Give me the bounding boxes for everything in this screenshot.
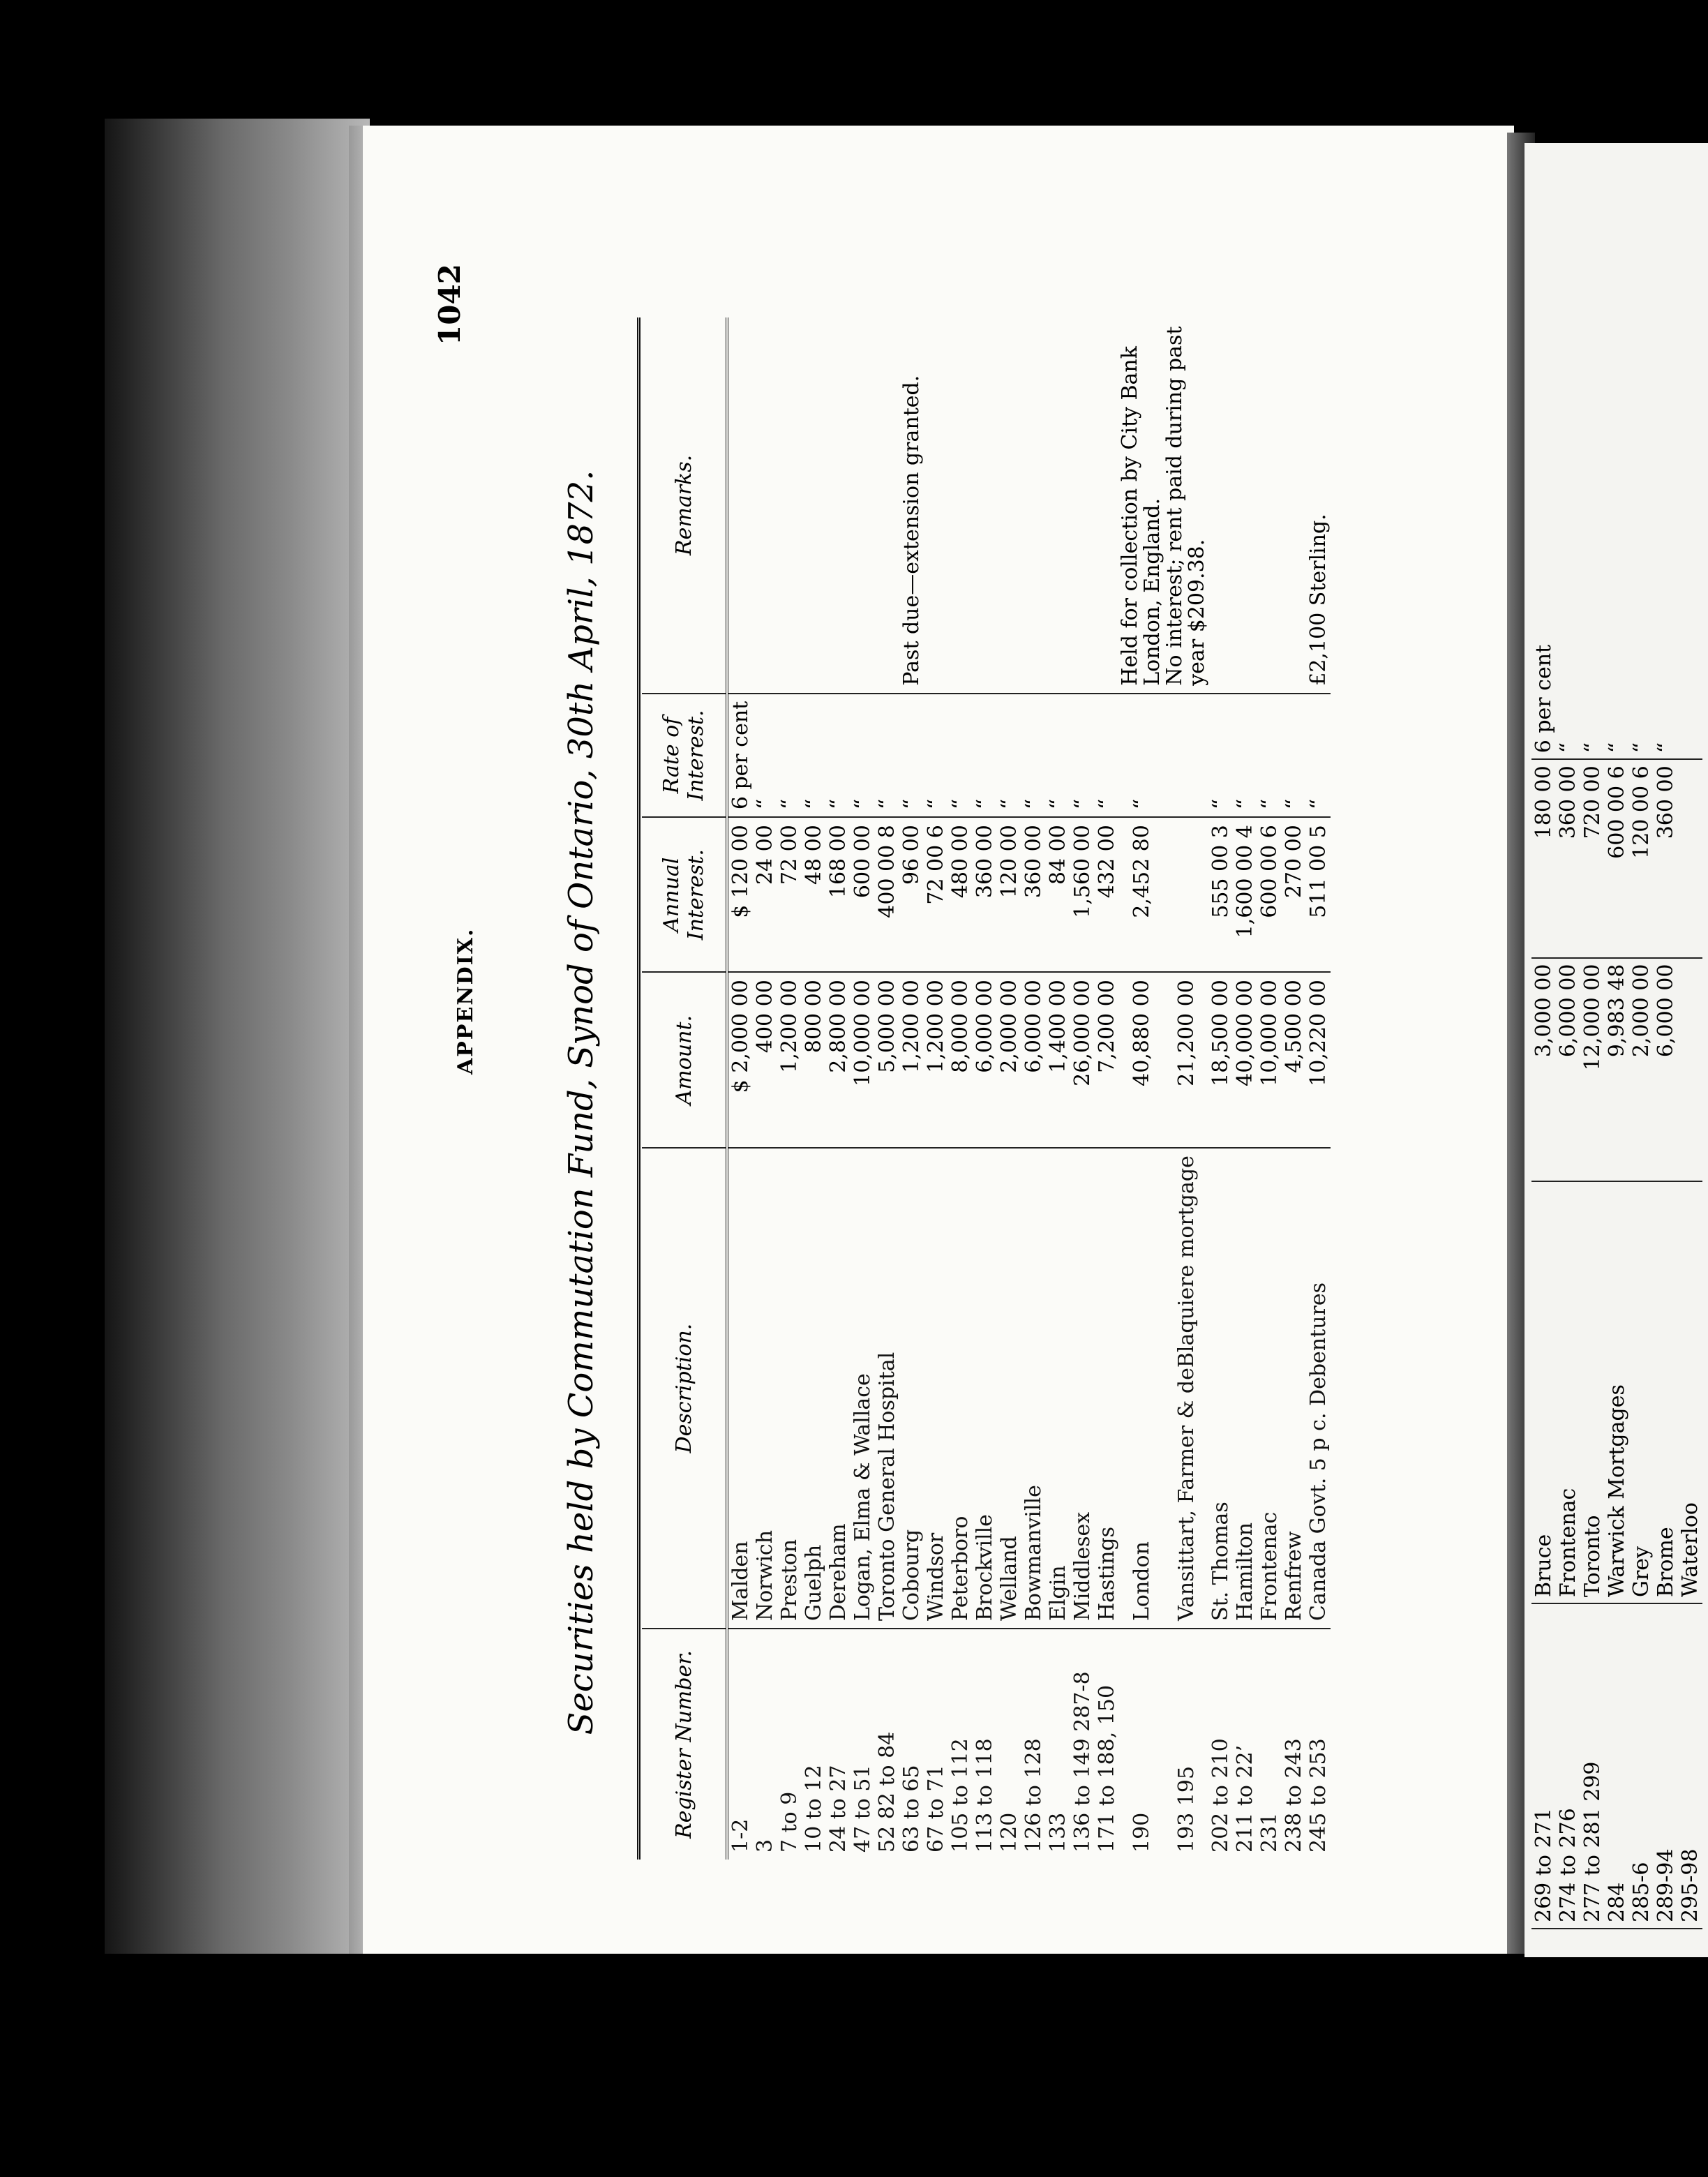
amount-cell: 10,000 00 — [851, 972, 875, 1148]
next-register-cell: 285-6 — [1629, 1603, 1654, 1929]
register-number-cell: 120 — [997, 1812, 1021, 1853]
next-rate-cell: “ — [1654, 534, 1678, 759]
amount-cell: 800 00 — [802, 972, 826, 1148]
description-cell: Preston — [777, 1148, 802, 1629]
next-description-cell: Frontenac — [1556, 1181, 1580, 1603]
col-rate-of-interest: Rate of Interest. — [642, 694, 727, 817]
rate-cell: “ — [802, 694, 826, 817]
next-register-cell: 269 to 271 — [1531, 1603, 1556, 1929]
remarks-cell: Past due—extension granted. — [899, 317, 924, 694]
amount-cell: 1,400 00 — [1046, 972, 1070, 1148]
next-register-cell: 295-98 — [1678, 1603, 1702, 1929]
remarks-cell — [1233, 317, 1257, 694]
annual-interest-cell: 1,600 00 4 — [1233, 817, 1257, 972]
next-register-cell: 289-94 — [1654, 1603, 1678, 1929]
rate-cell: “ — [1233, 694, 1257, 817]
next-interest-cell: 360 00 — [1654, 759, 1678, 957]
table-row — [1208, 317, 1233, 1860]
remarks-cell — [1070, 317, 1095, 694]
next-description-cell: Waterloo — [1678, 1181, 1702, 1603]
rate-cell: “ — [1095, 694, 1119, 817]
annual-interest-cell: 360 00 — [1021, 817, 1046, 972]
amount-cell: 10,000 00 — [1257, 972, 1282, 1148]
next-page-row — [1556, 534, 1580, 1929]
table-row — [727, 317, 753, 1860]
annual-interest-cell: 120 00 — [997, 817, 1021, 972]
amount-cell: 1,200 00 — [924, 972, 948, 1148]
next-page-fragment — [1525, 143, 1708, 1957]
annual-interest-cell: 600 00 6 — [1257, 817, 1282, 972]
remarks-cell — [973, 317, 997, 694]
register-number-cell: 7 to 9 — [777, 1791, 802, 1853]
next-register-cell: 284 — [1605, 1603, 1629, 1929]
description-cell: Logan, Elma & Wallace — [851, 1148, 875, 1629]
table-row — [851, 317, 875, 1860]
next-rate-cell: “ — [1629, 534, 1654, 759]
description-cell: Dereham — [826, 1148, 851, 1629]
table-row — [875, 317, 899, 1860]
book-page — [363, 126, 1514, 1954]
col-register: Register Number. — [642, 1629, 727, 1860]
annual-interest-cell: 72 00 6 — [924, 817, 948, 972]
rate-cell: “ — [973, 694, 997, 817]
remarks-cell — [997, 317, 1021, 694]
rate-cell: “ — [924, 694, 948, 817]
table-row — [1257, 317, 1282, 1860]
next-page-rotated-content — [1531, 171, 1708, 1929]
next-interest-cell: 720 00 — [1580, 759, 1605, 957]
description-cell: Renfrew — [1282, 1148, 1306, 1629]
next-rate-cell: “ — [1556, 534, 1580, 759]
table-row — [997, 317, 1021, 1860]
table-body — [727, 317, 1331, 1860]
annual-interest-cell: 511 00 5 — [1306, 817, 1331, 972]
table-row — [1233, 317, 1257, 1860]
table-row — [1306, 317, 1331, 1860]
next-description-cell: Toronto — [1580, 1181, 1605, 1603]
annual-interest-cell: 48 00 — [802, 817, 826, 972]
table-row — [777, 317, 802, 1860]
table-row — [899, 317, 924, 1860]
annual-interest-cell: 96 00 — [899, 817, 924, 972]
register-number-cell: 3 — [753, 1839, 777, 1853]
col-amount: Amount. — [642, 972, 727, 1148]
rate-cell: “ — [753, 694, 777, 817]
rate-cell: “ — [875, 694, 899, 817]
register-number-cell: 245 to 253 — [1306, 1738, 1331, 1853]
annual-interest-cell: 2,452 80 — [1119, 817, 1164, 972]
table-header-row — [642, 317, 727, 1860]
next-description-cell: Warwick Mortgages — [1605, 1181, 1629, 1603]
rate-cell: “ — [1257, 694, 1282, 817]
description-cell: St. Thomas — [1208, 1148, 1233, 1629]
next-page-table-body — [1531, 534, 1702, 1929]
register-number-cell: 105 to 112 — [948, 1738, 973, 1853]
rotated-page-content — [433, 167, 1514, 1926]
remarks-cell — [1021, 317, 1046, 694]
annual-interest-cell: 168 00 — [826, 817, 851, 972]
register-number-cell: 190 — [1129, 1812, 1154, 1853]
amount-cell: 400 00 — [753, 972, 777, 1148]
register-number-cell: 202 to 210 — [1208, 1738, 1233, 1853]
register-number-cell: 113 to 118 — [973, 1738, 997, 1853]
remarks-cell — [851, 317, 875, 694]
table-row — [826, 317, 851, 1860]
rate-cell: “ — [1282, 694, 1306, 817]
rate-cell: “ — [948, 694, 973, 817]
annual-interest-cell: 24 00 — [753, 817, 777, 972]
next-interest-cell — [1678, 759, 1702, 957]
amount-cell: $ 2,000 00 — [727, 972, 753, 1148]
table-row — [1282, 317, 1306, 1860]
next-page-row — [1580, 534, 1605, 1929]
page-number: 1042 — [433, 264, 467, 345]
register-number-cell: 126 to 128 — [1021, 1738, 1046, 1853]
next-interest-cell: 180 00 — [1531, 759, 1556, 957]
next-amount-cell: 9,983 48 — [1605, 958, 1629, 1181]
description-cell: Canada Govt. 5 p c. Debentures — [1306, 1148, 1331, 1629]
next-rate-cell: “ — [1605, 534, 1629, 759]
register-number-cell: 238 to 243 — [1282, 1738, 1306, 1853]
top-rule — [637, 317, 640, 1860]
register-number-cell: 231 — [1257, 1812, 1282, 1853]
description-cell: Toronto General Hospital — [875, 1148, 899, 1629]
amount-cell: 2,800 00 — [826, 972, 851, 1148]
table-row — [1164, 317, 1208, 1860]
rate-cell: “ — [1046, 694, 1070, 817]
register-number-cell: 193 195 — [1174, 1765, 1199, 1853]
remarks-cell — [1257, 317, 1282, 694]
rate-cell: “ — [1119, 694, 1164, 817]
description-cell: Guelph — [802, 1148, 826, 1629]
amount-cell: 10,220 00 — [1306, 972, 1331, 1148]
rate-cell — [1164, 694, 1208, 817]
next-amount-cell: 3,000 00 — [1531, 958, 1556, 1181]
running-head: APPENDIX. — [454, 927, 478, 1075]
annual-interest-cell: $ 120 00 — [727, 817, 753, 972]
next-amount-cell — [1678, 958, 1702, 1181]
book-page-edges — [105, 119, 370, 1954]
annual-interest-cell: 360 00 — [973, 817, 997, 972]
remarks-cell — [753, 317, 777, 694]
table-row — [924, 317, 948, 1860]
next-rate-cell: “ — [1580, 534, 1605, 759]
remarks-cell — [875, 317, 899, 694]
register-number-cell: 52 82 to 84 — [875, 1731, 899, 1853]
annual-interest-cell: 432 00 — [1095, 817, 1119, 972]
next-description-cell: Bruce — [1531, 1181, 1556, 1603]
col-annual-interest: Annual Interest. — [642, 817, 727, 972]
remarks-cell — [924, 317, 948, 694]
description-cell: Frontenac — [1257, 1148, 1282, 1629]
rate-cell: “ — [1306, 694, 1331, 817]
amount-cell: 1,200 00 — [777, 972, 802, 1148]
next-description-cell: Grey — [1629, 1181, 1654, 1603]
next-amount-cell: 6,000 00 — [1654, 958, 1678, 1181]
annual-interest-cell: 84 00 — [1046, 817, 1070, 972]
next-description-cell: Brome — [1654, 1181, 1678, 1603]
amount-cell: 21,200 00 — [1164, 972, 1208, 1148]
next-amount-cell: 12,000 00 — [1580, 958, 1605, 1181]
annual-interest-cell: 555 00 3 — [1208, 817, 1233, 972]
description-cell: Hamilton — [1233, 1148, 1257, 1629]
amount-cell: 4,500 00 — [1282, 972, 1306, 1148]
table-row — [1095, 317, 1119, 1860]
description-cell: Elgin — [1046, 1148, 1070, 1629]
description-cell: Windsor — [924, 1148, 948, 1629]
rate-cell: “ — [1021, 694, 1046, 817]
remarks-cell: No interest; rent paid during past year $209.38. — [1164, 317, 1208, 694]
description-cell: Bowmanville — [1021, 1148, 1046, 1629]
rate-cell: “ — [1208, 694, 1233, 817]
register-number-cell: 133 — [1046, 1812, 1070, 1853]
table-row — [1119, 317, 1164, 1860]
amount-cell: 40,000 00 — [1233, 972, 1257, 1148]
col-remarks: Remarks. — [642, 317, 727, 694]
amount-cell: 1,200 00 — [899, 972, 924, 1148]
register-number-cell: 63 to 65 — [899, 1765, 924, 1853]
register-number-cell: 211 to 22’ — [1233, 1744, 1257, 1853]
table-row — [948, 317, 973, 1860]
register-number-cell: 67 to 71 — [924, 1765, 948, 1853]
table-row — [973, 317, 997, 1860]
amount-cell: 8,000 00 — [948, 972, 973, 1148]
register-number-cell: 1-2 — [728, 1818, 753, 1853]
amount-cell: 26,000 00 — [1070, 972, 1095, 1148]
annual-interest-cell: 72 00 — [777, 817, 802, 972]
annual-interest-cell: 480 00 — [948, 817, 973, 972]
next-page-row — [1629, 534, 1654, 1929]
annual-interest-cell: 400 00 8 — [875, 817, 899, 972]
remarks-cell: Held for collection by City Bank London, England. — [1119, 317, 1164, 694]
description-cell: London — [1119, 1148, 1164, 1629]
table-title: Securities held by Commutation Fund, Synod of Ontario, 30th April, 1872. — [562, 470, 601, 1735]
register-number-cell: 10 to 12 — [802, 1765, 826, 1853]
remarks-cell: £2,100 Sterling. — [1306, 317, 1331, 694]
amount-cell: 7,200 00 — [1095, 972, 1119, 1148]
next-interest-cell: 600 00 6 — [1605, 759, 1629, 957]
remarks-cell — [1046, 317, 1070, 694]
next-interest-cell: 120 00 6 — [1629, 759, 1654, 957]
table-row — [753, 317, 777, 1860]
rate-cell: “ — [997, 694, 1021, 817]
rate-cell: “ — [851, 694, 875, 817]
table-row — [1046, 317, 1070, 1860]
rate-cell: “ — [1070, 694, 1095, 817]
remarks-cell — [826, 317, 851, 694]
amount-cell: 40,880 00 — [1119, 972, 1164, 1148]
next-amount-cell: 2,000 00 — [1629, 958, 1654, 1181]
remarks-cell — [777, 317, 802, 694]
remarks-cell — [1095, 317, 1119, 694]
next-amount-cell: 6,000 00 — [1556, 958, 1580, 1181]
register-number-cell: 47 to 51 — [851, 1765, 875, 1853]
amount-cell: 6,000 00 — [1021, 972, 1046, 1148]
rate-cell: 6 per cent — [727, 694, 753, 817]
amount-cell: 5,000 00 — [875, 972, 899, 1148]
annual-interest-cell: 600 00 — [851, 817, 875, 972]
amount-cell: 2,000 00 — [997, 972, 1021, 1148]
next-register-cell: 274 to 276 — [1556, 1603, 1580, 1929]
rate-cell: “ — [777, 694, 802, 817]
description-cell: Peterboro — [948, 1148, 973, 1629]
amount-cell: 18,500 00 — [1208, 972, 1233, 1148]
description-cell: Vansittart, Farmer & deBlaquiere mortgage — [1164, 1148, 1208, 1629]
description-cell: Welland — [997, 1148, 1021, 1629]
next-page-row — [1605, 534, 1629, 1929]
annual-interest-cell: 270 00 — [1282, 817, 1306, 972]
annual-interest-cell: 1,560 00 — [1070, 817, 1095, 972]
description-cell: Middlesex — [1070, 1148, 1095, 1629]
next-register-cell: 277 to 281 299 — [1580, 1603, 1605, 1929]
description-cell: Malden — [727, 1148, 753, 1629]
next-page-table — [1531, 534, 1702, 1929]
next-rate-cell: 6 per cent — [1531, 534, 1556, 759]
register-number-cell: 24 to 27 — [826, 1765, 851, 1853]
annual-interest-cell — [1164, 817, 1208, 972]
next-page-row — [1531, 534, 1556, 1929]
next-rate-cell — [1678, 534, 1702, 759]
table-row — [802, 317, 826, 1860]
table-row — [1021, 317, 1046, 1860]
remarks-cell — [1282, 317, 1306, 694]
description-cell: Cobourg — [899, 1148, 924, 1629]
next-page-row — [1654, 534, 1678, 1929]
register-number-cell: 171 to 188, 150 — [1095, 1684, 1119, 1853]
register-number-cell: 136 to 149 287-8 — [1070, 1671, 1095, 1853]
description-cell: Brockville — [973, 1148, 997, 1629]
remarks-cell — [1208, 317, 1233, 694]
amount-cell: 6,000 00 — [973, 972, 997, 1148]
next-interest-cell: 360 00 — [1556, 759, 1580, 957]
rate-cell: “ — [899, 694, 924, 817]
table-row — [1070, 317, 1095, 1860]
description-cell: Norwich — [753, 1148, 777, 1629]
remarks-cell — [802, 317, 826, 694]
securities-table — [642, 317, 1331, 1860]
col-description: Description. — [642, 1148, 727, 1629]
remarks-cell — [727, 317, 753, 694]
next-page-row — [1678, 534, 1702, 1929]
rate-cell: “ — [826, 694, 851, 817]
remarks-cell — [948, 317, 973, 694]
description-cell: Hastings — [1095, 1148, 1119, 1629]
